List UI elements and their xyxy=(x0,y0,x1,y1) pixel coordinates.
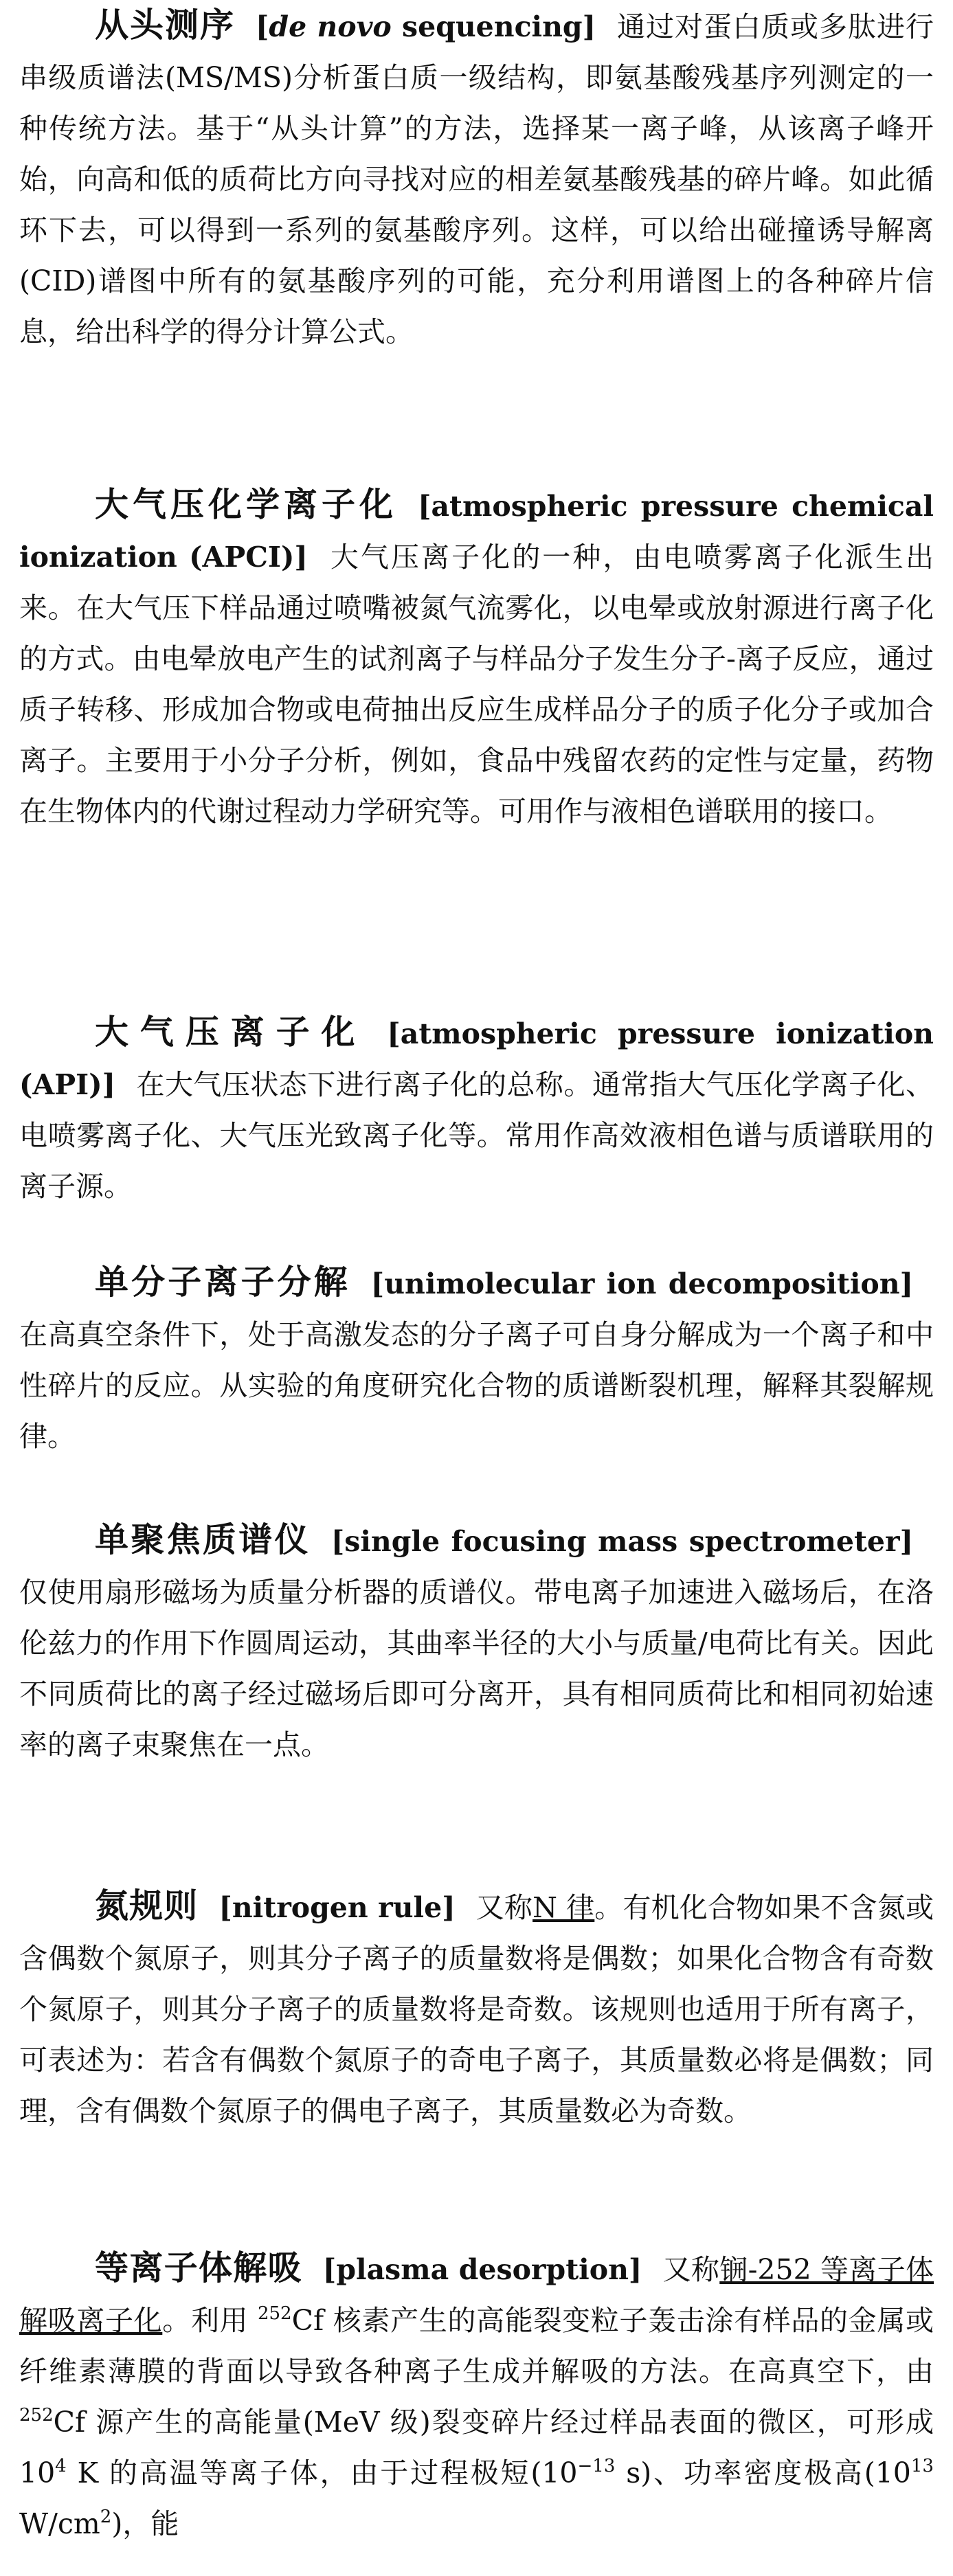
entry-definition: 在大气压状态下进行离子化的总称。通常指大气压化学离子化、电喷雾离子化、大气压光致离子化等。常用作高效液相色谱与质谱联用的离子源。 xyxy=(19,1068,934,1203)
entry-paragraph xyxy=(19,1881,934,2136)
entry-cross-reference-link[interactable]: N 律 xyxy=(532,1891,595,1924)
entry-term: 氮规则 xyxy=(95,1886,199,1925)
superscript: 13 xyxy=(910,2456,934,2476)
entry-english: [unimolecular ion decomposition] xyxy=(370,1267,913,1300)
entry-definition-part: Cf 核素产生的高能裂变粒子轰击涂有样品的金属或纤维素薄膜的背面以导致各种离子生成并解吸的方法。在高真空下，由 xyxy=(19,2304,934,2388)
entry-single-focusing-mass-spectrometer xyxy=(19,1515,934,1770)
entry-definition: 。有机化合物如果不含氮或含偶数个氮原子，则其分子离子的质量数将是偶数；如果化合物含有奇数个氮原子，则其分子离子的质量数将是奇数。该规则也适用于所有离子，可表述为：若含有偶数个氮原子的奇电子离子，其质量数必将是偶数；同理，含有偶数个氮原子的偶电子离子，其质量数必为奇数。 xyxy=(19,1891,934,2127)
entry-definition-part: Cf 源产生的高能量(MeV 级)裂变碎片经过样品表面的微区，可形成 10 xyxy=(19,2406,934,2489)
entry-definition: 在高真空条件下，处于高激发态的分子离子可自身分解成为一个离子和中性碎片的反应。从实验的角度研究化合物的质谱断裂机理，解释其裂解规律。 xyxy=(19,1318,934,1453)
entry-api xyxy=(19,1007,934,1212)
entry-term: 单聚焦质谱仪 xyxy=(95,1520,311,1559)
entry-english: [single focusing mass spectrometer] xyxy=(330,1525,913,1558)
superscript: 2 xyxy=(100,2507,112,2527)
entry-unimolecular-ion-decomposition xyxy=(19,1257,934,1462)
entry-definition-part: 。利用 xyxy=(162,2304,258,2337)
entry-definition-part: W/cm xyxy=(19,2507,100,2540)
entry-cross-reference-link[interactable]: 锎-252 等离子体解吸离子化 xyxy=(19,2253,934,2337)
entry-see-also-prefix: 又称 xyxy=(475,1891,533,1924)
entry-english-bracket-open: [ xyxy=(256,10,269,43)
entry-definition-part: s)、功率密度极高(10 xyxy=(615,2456,911,2489)
entry-term: 从头测序 xyxy=(95,5,235,45)
superscript: 252 xyxy=(257,2303,292,2324)
entry-plasma-desorption xyxy=(19,2243,934,2549)
entry-see-also-prefix: 又称 xyxy=(662,2253,720,2286)
entry-paragraph xyxy=(19,0,934,357)
superscript: 252 xyxy=(19,2405,54,2426)
entry-nitrogen-rule xyxy=(19,1881,934,2136)
entry-paragraph xyxy=(19,1515,934,1770)
entry-english: sequencing] xyxy=(391,10,596,43)
entry-english: [nitrogen rule] xyxy=(218,1891,456,1924)
entry-english: [atmospheric pressure ionization (API)] xyxy=(19,1017,934,1101)
entry-english: [plasma desorption] xyxy=(322,2253,642,2286)
entry-paragraph xyxy=(19,479,934,837)
entry-definition-part: K 的高温等离子体，由于过程极短(10 xyxy=(66,2456,578,2489)
entry-term: 等离子体解吸 xyxy=(95,2248,302,2287)
entry-definition: 仅使用扇形磁场为质量分析器的质谱仪。带电离子加速进入磁场后，在洛伦兹力的作用下作圆周运动，其曲率半径的大小与质量/电荷比有关。因此不同质荷比的离子经过磁场后即可分离开，具有相同质荷比和相同初始速率的离子束聚焦在一点。 xyxy=(19,1576,934,1761)
entry-english: [atmospheric pressure chemical ionization (APCI)] xyxy=(19,490,934,574)
entry-paragraph xyxy=(19,1007,934,1212)
entry-term: 大气压化学离子化 xyxy=(95,485,398,524)
superscript: 4 xyxy=(55,2456,67,2476)
entry-english-italic: de novo xyxy=(269,10,392,43)
entry-term: 单分子离子分解 xyxy=(95,1263,350,1302)
entry-paragraph xyxy=(19,1257,934,1462)
entry-term: 大气压离子化 xyxy=(95,1013,367,1052)
entry-paragraph xyxy=(19,2243,934,2549)
entry-de-novo-sequencing xyxy=(19,0,934,357)
superscript: −13 xyxy=(577,2456,616,2476)
entry-definition: 大气压离子化的一种，由电喷雾离子化派生出来。在大气压下样品通过喷嘴被氮气流雾化，以电晕或放射源进行离子化的方式。由电晕放电产生的试剂离子与样品分子发生分子-离子反应，通过质子转移、形成加合物或电荷抽出反应生成样品分子的质子化分子或加合离子。主要用于小分子分析，例如，食品中残留农药的定性与定量，药物在生物体内的代谢过程动力学研究等。可用作与液相色谱联用的接口。 xyxy=(19,541,934,828)
entry-definition-part: )，能 xyxy=(111,2507,179,2540)
entry-definition: 通过对蛋白质或多肽进行串级质谱法(MS/MS)分析蛋白质一级结构，即氨基酸残基序列测定的一种传统方法。基于“从头计算”的方法，选择某一离子峰，从该离子峰开始，向高和低的质荷比方向寻找对应的相差氨基酸残基的碎片峰。如此循环下去，可以得到一系列的氨基酸序列。这样，可以给出碰撞诱导解离(CID)谱图中所有的氨基酸序列的可能，充分利用谱图上的各种碎片信息，给出科学的得分计算公式。 xyxy=(19,10,934,348)
entry-apci xyxy=(19,479,934,837)
